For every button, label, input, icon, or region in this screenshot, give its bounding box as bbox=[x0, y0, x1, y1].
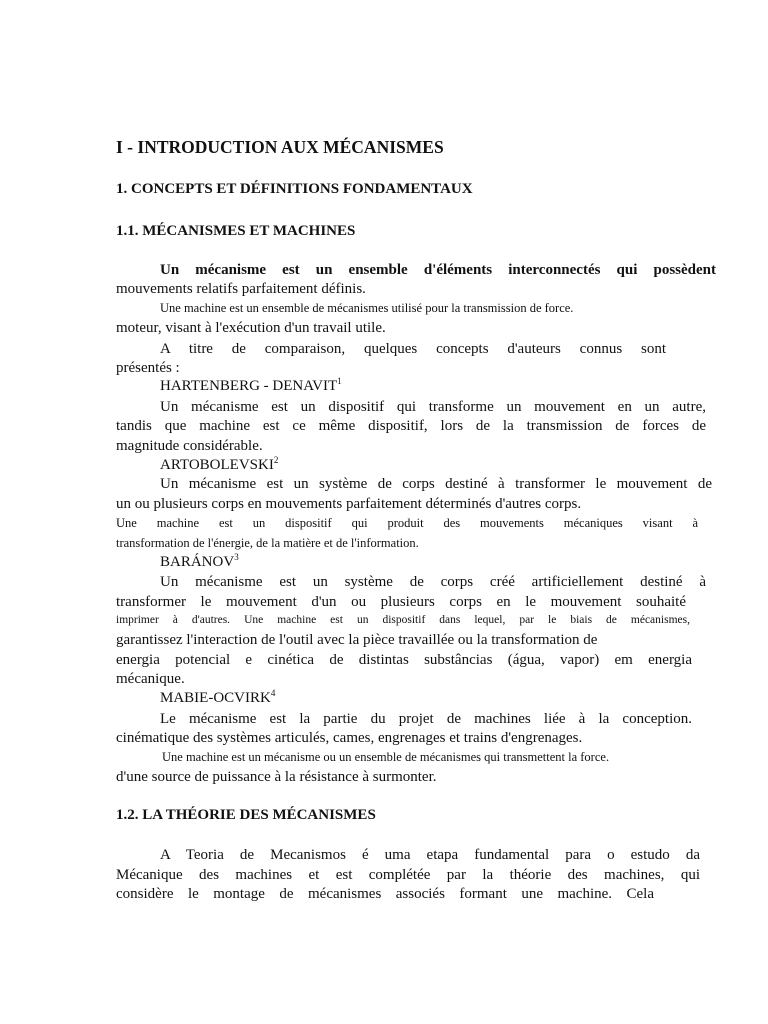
paragraph-line: Un mécanisme est un dispositif qui transforme un mouvement en un autre, bbox=[160, 399, 706, 415]
paragraph-line: energia potencial e cinética de distintas substâncias (água, vapor) em energia bbox=[116, 652, 692, 668]
paragraph-line: A Teoria de Mecanismos é uma etapa fundamental para o estudo da bbox=[160, 847, 700, 863]
paragraph-line: d'une source de puissance à la résistance à surmonter. bbox=[116, 769, 437, 785]
author-heading bbox=[160, 690, 716, 707]
paragraph-line: magnitude considérable. bbox=[116, 438, 263, 454]
paragraph-line: Une machine est un ensemble de mécanismes utilisé pour la transmission de force. bbox=[160, 301, 574, 315]
footnote-ref: 1 bbox=[337, 376, 342, 386]
paragraph-line: Un mécanisme est un ensemble d'éléments interconnectés qui possèdent bbox=[160, 262, 716, 278]
paragraph-line: mouvements relatifs parfaitement définis. bbox=[116, 281, 366, 297]
paragraph-line: Un mécanisme est un système de corps destiné à transformer le mouvement de bbox=[160, 476, 712, 492]
paragraph-line: garantissez l'interaction de l'outil avec la pièce travaillée ou la transformation de bbox=[116, 632, 598, 648]
paragraph-line: transformer le mouvement d'un ou plusieurs corps en le mouvement souhaité bbox=[116, 594, 686, 610]
footnote-ref: 4 bbox=[270, 688, 276, 698]
author-heading bbox=[160, 457, 716, 474]
paragraph-line: imprimer à d'autres. Une machine est un dispositif dans lequel, par le biais de mécanismes, bbox=[116, 614, 690, 626]
page-title: I - INTRODUCTION AUX MÉCANISMES bbox=[116, 137, 444, 157]
paragraph-line: transformation de l'énergie, de la matière et de l'information. bbox=[116, 536, 419, 550]
paragraph-line: considère le montage de mécanismes associés formant une machine. Cela bbox=[116, 886, 654, 902]
author-heading bbox=[160, 554, 716, 571]
author-heading bbox=[160, 378, 716, 395]
paragraph-line: Une machine est un mécanisme ou un ensemble de mécanismes qui transmettent la force. bbox=[162, 750, 610, 764]
author-name: ARTOBOLEVSKI bbox=[160, 457, 274, 473]
subsection-heading: 1.1. MÉCANISMES ET MACHINES bbox=[116, 223, 356, 239]
section-heading: 1. CONCEPTS ET DÉFINITIONS FONDAMENTAUX bbox=[116, 181, 473, 197]
paragraph-line: Un mécanisme est un système de corps créé artificiellement destiné à bbox=[160, 574, 706, 590]
footnote-ref: 2 bbox=[273, 455, 279, 465]
paragraph-line: tandis que machine est ce même dispositif, lors de la transmission de forces de bbox=[116, 418, 706, 434]
author-name: HARTENBERG - DENAVIT bbox=[160, 378, 338, 394]
paragraph-line: moteur, visant à l'exécution d'un travail utile. bbox=[116, 320, 386, 336]
paragraph-line: A titre de comparaison, quelques concepts d'auteurs connus sont bbox=[160, 341, 666, 357]
subsection-heading: 1.2. LA THÉORIE DES MÉCANISMES bbox=[116, 807, 376, 823]
author-name: MABIE-OCVIRK bbox=[160, 690, 271, 706]
paragraph-line: Mécanique des machines et est complétée par la théorie des machines, qui bbox=[116, 867, 700, 883]
paragraph-line: un ou plusieurs corps en mouvements parfaitement déterminés d'autres corps. bbox=[116, 496, 582, 512]
author-name: BARÁNOV bbox=[160, 554, 235, 570]
paragraph-line: cinématique des systèmes articulés, cames, engrenages et trains d'engrenages. bbox=[116, 730, 583, 746]
paragraph-line: Le mécanisme est la partie du projet de machines liée à la conception. bbox=[160, 711, 692, 727]
paragraph-line: présentés : bbox=[116, 360, 180, 376]
paragraph-line: mécanique. bbox=[116, 671, 185, 687]
footnote-ref: 3 bbox=[234, 552, 239, 562]
paragraph-line: Une machine est un dispositif qui produit des mouvements mécaniques visant à bbox=[116, 516, 698, 530]
